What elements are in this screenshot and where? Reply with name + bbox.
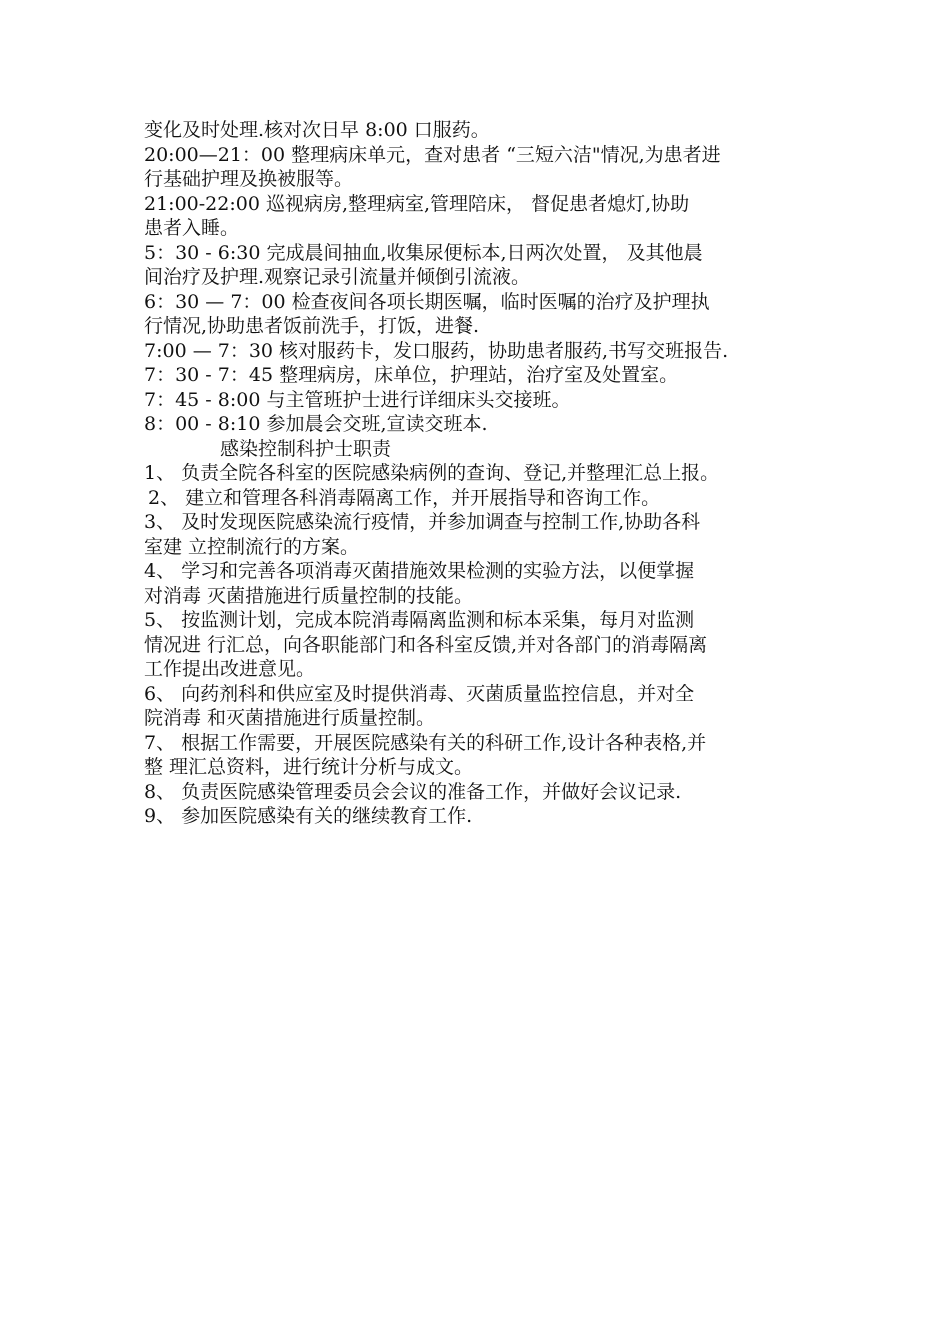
section-title: 感染控制科护士职责 xyxy=(220,437,392,460)
text-line: 行基础护理及换被服等。 xyxy=(144,168,354,190)
duty-line: 9、 参加医院感染有关的继续教育工作. xyxy=(144,805,473,827)
text-line: 间治疗及护理.观察记录引流量并倾倒引流液。 xyxy=(144,266,531,288)
duty-line: 8、 负责医院感染管理委员会会议的准备工作，并做好会议记录. xyxy=(144,780,682,803)
duty-line: 对消毒 灭菌措施进行质量控制的技能。 xyxy=(144,584,474,607)
document-body xyxy=(144,118,824,829)
duty-line: 情况进 行汇总，向各职能部门和各科室反馈,并对各部门的消毒隔离 xyxy=(144,633,708,656)
text-line: 8：00 - 8:10 参加晨会交班,宣读交班本. xyxy=(144,413,488,435)
duty-line: 工作提出改进意见。 xyxy=(144,658,316,680)
duty-line: 整 理汇总资料，进行统计分析与成文。 xyxy=(144,756,474,778)
text-line: 5：30 - 6:30 完成晨间抽血,收集尿便标本,日两次处置， 及其他晨 xyxy=(144,241,703,264)
duty-line: 室建 立控制流行的方案。 xyxy=(144,535,360,558)
text-line: 6：30 — 7：00 检查夜间各项长期医嘱，临时医嘱的治疗及护理执 xyxy=(144,290,710,313)
text-line: 患者入睡。 xyxy=(144,217,240,239)
duty-line: 2、 建立和管理各科消毒隔离工作，并开展指导和咨询工作。 xyxy=(148,486,661,509)
duty-line: 7、 根据工作需要，开展医院感染有关的科研工作,设计各种表格,并 xyxy=(144,731,707,754)
text-line: 7：30 - 7：45 整理病房，床单位，护理站，治疗室及处置室。 xyxy=(144,364,679,386)
duty-line: 5、 按监测计划，完成本院消毒隔离监测和标本采集，每月对监测 xyxy=(144,609,695,631)
text-line: 变化及时处理.核对次日早 8:00 口服药。 xyxy=(144,119,490,141)
text-line: 20:00—21：00 整理病床单元，查对患者 “三短六洁"情况,为患者进 xyxy=(144,143,721,166)
text-line: 7:00 — 7：30 核对服药卡，发口服药，协助患者服药,书写交班报告. xyxy=(144,339,729,362)
text-line: 21:00-22:00 巡视病房,整理病室,管理陪床， 督促患者熄灯,协助 xyxy=(144,192,690,215)
text-line: 7：45 - 8:00 与主管班护士进行详细床头交接班。 xyxy=(144,388,571,411)
text-line: 行情况,协助患者饭前洗手，打饭，进餐. xyxy=(144,315,480,337)
duty-line: 1、 负责全院各科室的医院感染病例的查询、登记,并整理汇总上报。 xyxy=(144,462,720,484)
duty-line: 4、 学习和完善各项消毒灭菌措施效果检测的实验方法，以便掌握 xyxy=(144,560,695,582)
duty-line: 6、 向药剂科和供应室及时提供消毒、灭菌质量监控信息，并对全 xyxy=(144,682,695,705)
duty-line: 3、 及时发现医院感染流行疫情，并参加调查与控制工作,协助各科 xyxy=(144,511,701,533)
duty-line: 院消毒 和灭菌措施进行质量控制。 xyxy=(144,707,436,729)
